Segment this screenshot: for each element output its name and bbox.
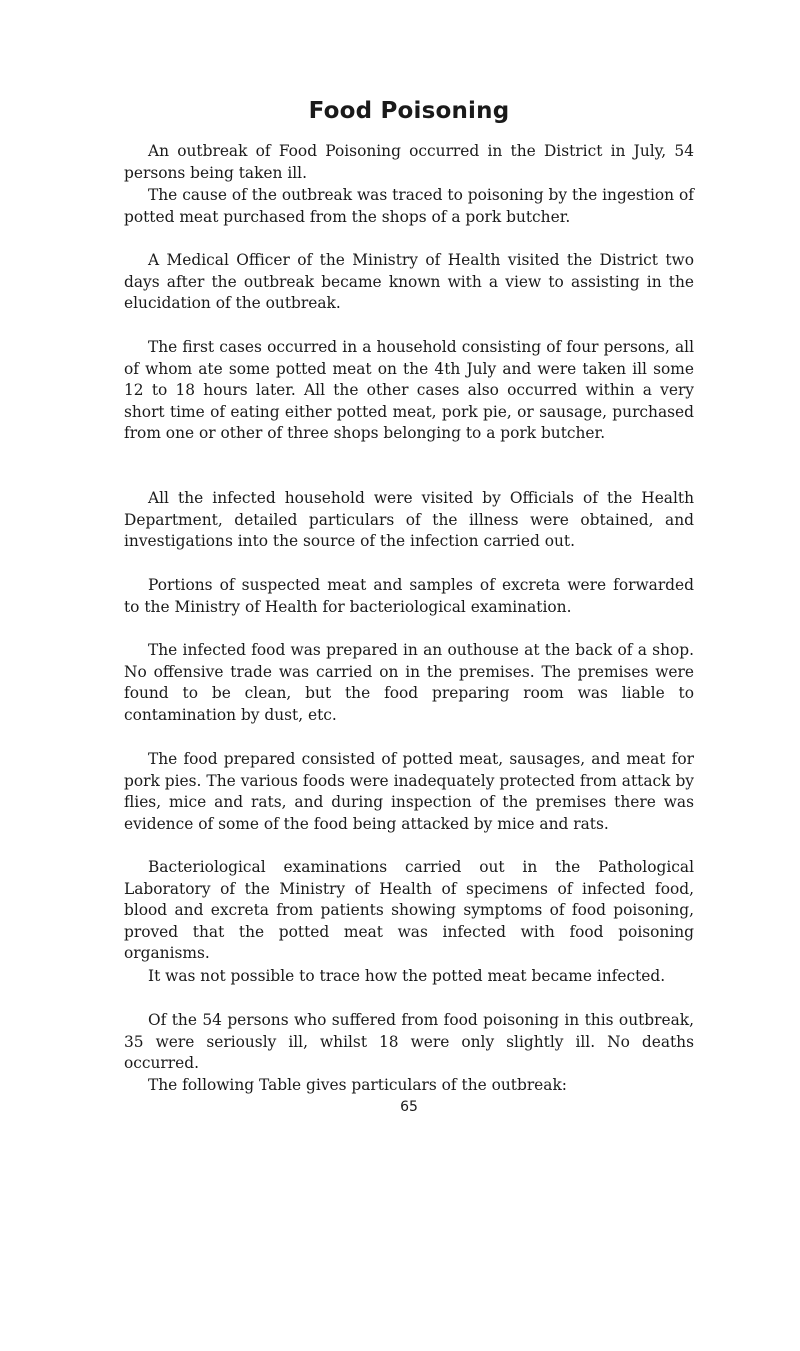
paragraph-persons-ill: Of the 54 persons who suffered from food poisoning in this outbreak, 35 were seriously ill, whilst 18 were only slightly ill. No deaths occurred. <box>124 1011 694 1073</box>
paragraph-first-cases: The first cases occurred in a household consisting of four persons, all of whom ate some potted meat on the 4th July and were taken ill some 12 to 18 hours later. All the other cases also occurred within a very short time of eating either potted meat, pork pie, or sausage, purchased from one or other of three shops belonging to a pork butcher. <box>124 338 694 443</box>
paragraph-samples: Portions of suspected meat and samples of excreta were forwarded to the Ministry of Health for bacteriological examination. <box>124 576 694 616</box>
paragraph-medical-officer: A Medical Officer of the Ministry of Health visited the District two days after the outbreak became known with a view to assisting in the elucidation of the outbreak. <box>124 251 694 313</box>
page-title: Food Poisoning <box>308 98 510 124</box>
paragraph-table-intro: The following Table gives particulars of the outbreak: <box>148 1076 567 1094</box>
paragraph-bacteriological: Bacteriological examinations carried out in the Pathological Laboratory of the Ministry of Health of specimens of infected food, blood and excreta from patients showing symptoms of food poisoning, proved that the potted meat was infected with food poisoning organisms. <box>124 858 694 963</box>
paragraph-outbreak-intro: An outbreak of Food Poisoning occurred in the District in July, 54 persons being taken ill. <box>124 142 694 182</box>
paragraph-premises: The infected food was prepared in an outhouse at the back of a shop. No offensive trade was carried on in the premises. The premises were found to be clean, but the food preparing room was liable to contamination by dust, etc. <box>124 641 694 724</box>
paragraph-trace: It was not possible to trace how the potted meat became infected. <box>148 967 666 985</box>
page-number: 65 <box>400 1099 418 1115</box>
paragraph-investigation: All the infected household were visited by Officials of the Health Department, detailed particulars of the illness were obtained, and investigations into the source of the infection carried out. <box>124 489 694 551</box>
paragraph-food-prepared: The food prepared consisted of potted meat, sausages, and meat for pork pies. The various foods were inadequately protected from attack by flies, mice and rats, and during inspection of the premises there was evidence of some of the food being attacked by mice and rats. <box>124 750 694 833</box>
paragraph-cause: The cause of the outbreak was traced to poisoning by the ingestion of potted meat purchased from the shops of a pork butcher. <box>124 186 694 226</box>
